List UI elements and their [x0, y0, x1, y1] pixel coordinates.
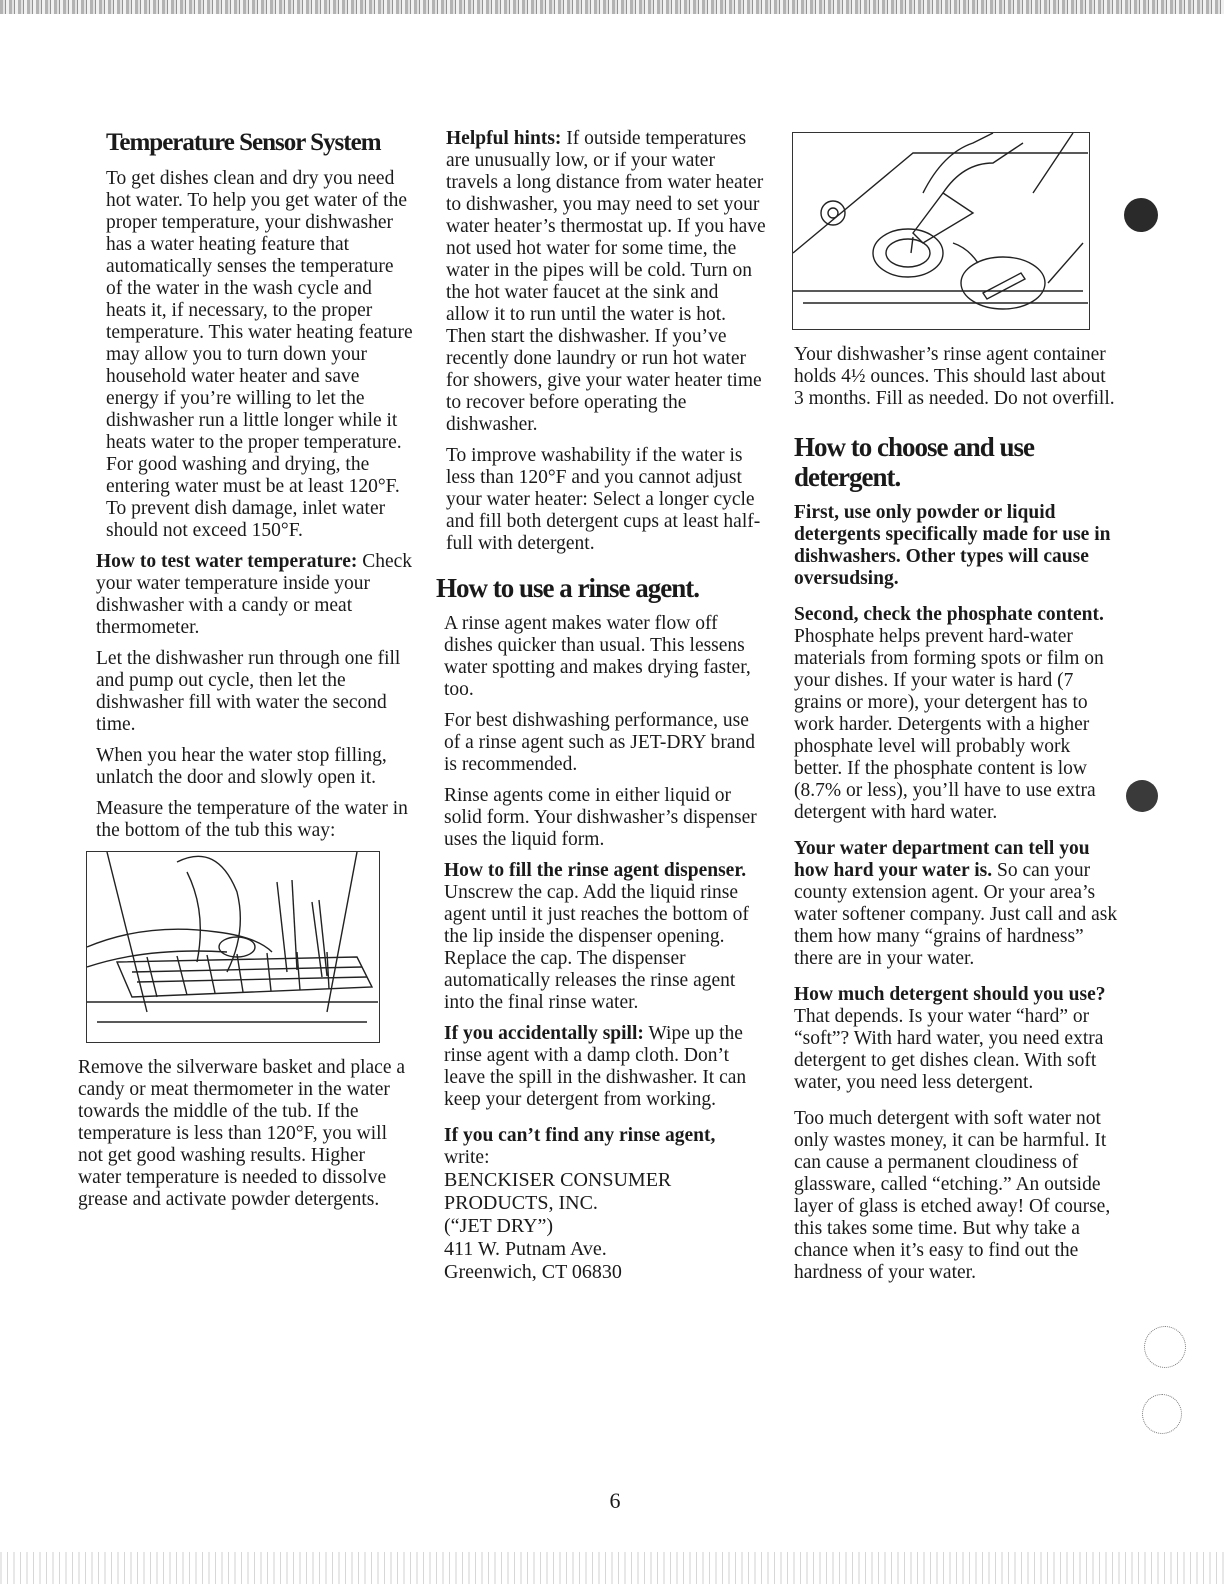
- scan-edge-top: [0, 0, 1224, 14]
- hints-block: [446, 128, 766, 555]
- address-line: PRODUCTS, INC.: [444, 1192, 598, 1214]
- find-lead: If you can’t find any rinse agent,: [444, 1125, 716, 1146]
- dishwasher-rack-drawing: [87, 852, 378, 1041]
- test-lead: How to test water temperature:: [96, 551, 358, 572]
- address-line: BENCKISER CONSUMER: [444, 1169, 672, 1191]
- binder-hole-icon: [1124, 198, 1158, 232]
- find-paragraph: [444, 1125, 766, 1169]
- column-1: [78, 128, 413, 1220]
- hints-text: If outside temperatures are unusually low, or if your water travels a long distance from water heater to dishwasher, you may need to set your water heater’s thermostat up. If you have not used hot water for some time, the water in the pipes will be cold. Turn on the hot water faucet at the sink and allow it to run until the water is hot. Then start the dishwasher. If you’ve recently done laundry or run hot water for showers, give your water heater time to recover before operating the dishwasher.: [446, 128, 766, 435]
- find-text: write:: [444, 1147, 490, 1168]
- temperature-sensor-heading: Temperature Sensor System: [106, 129, 381, 156]
- address-line: Greenwich, CT 06830: [444, 1261, 622, 1283]
- rinse-block: [444, 613, 766, 1284]
- spill-lead: If you accidentally spill:: [444, 1023, 644, 1044]
- water-dept-paragraph: [794, 838, 1120, 970]
- how-much-paragraph: [794, 984, 1120, 1094]
- column-3: [790, 128, 1120, 1293]
- address-line: (“JET DRY”): [444, 1215, 554, 1237]
- detergent-heading: How to choose and use detergent.: [794, 432, 1035, 492]
- much-text: That depends. Is your water “hard” or “soft”? With hard water, you need extra detergent to get dishes clean. With soft water, you need less detergent.: [794, 1006, 1104, 1093]
- hints-paragraph: [446, 128, 766, 436]
- address-line: 411 W. Putnam Ave.: [444, 1238, 607, 1260]
- second-text: Phosphate helps prevent hard-water materials from forming spots or film on your dishes. If your water is hard (7 grains or more), your detergent has to work harder. Detergents with a higher phosphate level will probably work better. If the phosphate content is low (8.7% or less), you’ll have to use extra detergent with hard water.: [794, 626, 1104, 823]
- scan-edge-bottom: [0, 1552, 1224, 1584]
- rinse-caption: Your dishwasher’s rinse agent container holds 4½ ounces. This should last about 3 months. Fill as needed. Do not overfill.: [794, 344, 1115, 409]
- column-2: [436, 128, 766, 1284]
- step-1: Let the dishwasher run through one fill and pump out cycle, then let the dishwasher fill with water the second time.: [96, 648, 401, 735]
- spill-paragraph: [444, 1023, 766, 1111]
- fill-text: Unscrew the cap. Add the liquid rinse agent until it just reaches the bottom of the lip inside the dispenser opening. Replace the cap. The dispenser automatically releases the rinse agent into the final rinse water.: [444, 882, 749, 1013]
- first-paragraph: First, use only powder or liquid detergents specifically made for use in dishwashers. Other types will cause oversudsing.: [794, 502, 1111, 589]
- step-3: Measure the temperature of the water in the bottom of the tub this way:: [96, 798, 408, 841]
- intro-paragraph: To get dishes clean and dry you need hot water. To help you get water of the proper temperature, your dishwasher has a water heating feature that automatically senses the temperature of the water in the wash cycle and heats it, if necessary, to the proper temperature. This water heating feature may allow you to turn down your household water heater and save energy if you’re willing to let the dishwasher run a little longer while it heats water to the proper temperature. For good washing and drying, the entering water must be at least 120°F. To prevent dish damage, inlet water should not exceed 150°F.: [106, 168, 413, 541]
- rinse-paragraph-3: Rinse agents come in either liquid or solid form. Your dishwasher’s dispenser uses the liquid form.: [444, 785, 757, 850]
- fill-paragraph: [444, 860, 766, 1014]
- intro-block: [106, 168, 413, 542]
- dept-text: So can your county extension agent. Or your area’s water softener company. Just call and ask them how many “grains of hardness” there are in your water.: [794, 860, 1118, 969]
- much-lead: How much detergent should you use?: [794, 984, 1106, 1005]
- rinse-dispenser-illustration: [792, 132, 1090, 330]
- mailing-address: [444, 1169, 766, 1284]
- binder-hole-icon: [1126, 780, 1158, 812]
- fill-lead: How to fill the rinse agent dispenser.: [444, 860, 747, 881]
- dept-lead: Your water department can tell you how hard your water is.: [794, 838, 1090, 881]
- detergent-block: [794, 502, 1120, 1284]
- test-text: Check your water temperature inside your dishwasher with a candy or meat thermometer.: [96, 551, 413, 638]
- hints-lead: Helpful hints:: [446, 128, 562, 149]
- too-much-paragraph: Too much detergent with soft water not only wastes money, it can be harmful. It can cause a permanent cloudiness of glassware, called “etching.” An outside layer of glass is etched away! Of course, this takes some time. But why take a chance when it’s easy to find out the hardness of your water.: [794, 1108, 1111, 1283]
- improve-paragraph: To improve washability if the water is less than 120°F and you cannot adjust your water heater: Select a longer cycle and fill both detergent cups at least half-full with detergent.: [446, 445, 761, 554]
- binder-hole-icon: [1142, 1394, 1182, 1434]
- second-lead: Second, check the phosphate content.: [794, 604, 1104, 625]
- rinse-dispenser-drawing: [793, 133, 1088, 328]
- binder-hole-icon: [1144, 1326, 1186, 1368]
- spill-text: Wipe up the rinse agent with a damp cloth. Don’t leave the spill in the dishwasher. It can keep your detergent from working.: [444, 1023, 747, 1110]
- rinse-agent-heading: How to use a rinse agent.: [436, 573, 699, 603]
- after-figure-paragraph: Remove the silverware basket and place a candy or meat thermometer in the water towards the middle of the tub. If the temperature is less than 120°F, you will not get good washing results. Higher water temperature is needed to dissolve grease and activate powder detergents.: [78, 1057, 406, 1210]
- thermometer-illustration: [86, 851, 380, 1043]
- rinse-paragraph-1: A rinse agent makes water flow off dishes quicker than usual. This lessens water spotting and makes drying faster, too.: [444, 613, 751, 700]
- rinse-paragraph-2: For best dishwashing performance, use of a rinse agent such as JET-DRY brand is recommended.: [444, 710, 756, 775]
- phosphate-paragraph: [794, 604, 1120, 824]
- step-2: When you hear the water stop filling, unlatch the door and slowly open it.: [96, 745, 387, 788]
- test-block: [96, 551, 413, 842]
- test-paragraph: [96, 551, 413, 639]
- page-number: 6: [609, 1488, 621, 1513]
